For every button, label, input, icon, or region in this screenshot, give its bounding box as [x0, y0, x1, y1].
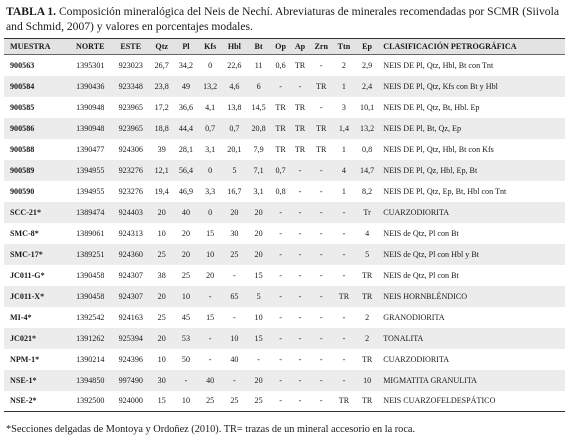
table-row [4, 202, 565, 223]
cell-norte: 1390458 [76, 270, 105, 280]
cell-ep: 10 [363, 375, 372, 385]
cell-hbl: 5 [232, 165, 237, 175]
cell-zrn: - [310, 391, 333, 412]
cell-muestra: SMC-8* [10, 228, 39, 238]
cell-bt: 20,8 [251, 123, 266, 133]
cell-norte: 1389061 [76, 228, 105, 238]
cell-clasificacion: NEIS DE Pl, Qtz, Hbl, Bt con Tnt [383, 60, 494, 70]
cell-zrn: - [319, 207, 323, 217]
cell-qtz: 26,7 [154, 60, 169, 70]
header-qtz: Qtz [150, 39, 174, 55]
cell-hbl: 65 [230, 291, 239, 301]
cell-clasificacion: NEIS DE Pl, Bt, Qz, Ep [383, 123, 462, 133]
cell-ap: TR [294, 144, 306, 154]
cell-este: 924306 [118, 144, 143, 154]
cell-op: - [279, 207, 282, 217]
cell-op: - [279, 249, 282, 259]
cell-muestra: SCC-21* [10, 207, 42, 217]
cell-norte: 1394850 [76, 375, 105, 385]
cell-zrn: TR [316, 123, 327, 133]
table-row [4, 97, 565, 118]
cell-ap: - [298, 291, 302, 301]
cell-este: 924396 [118, 354, 143, 364]
header-muestra: MUESTRA [4, 39, 69, 55]
cell-norte: 1390948 [76, 102, 105, 112]
table-row [4, 160, 565, 181]
table-row [4, 328, 565, 349]
cell-pl: 20 [181, 228, 190, 238]
cell-qtz: 23,8 [154, 81, 169, 91]
cell-clasificacion: NEIS de Qtz, Pl con Bt [383, 270, 459, 280]
table-row [4, 286, 565, 307]
cell-muestra: 900589 [10, 165, 35, 175]
cell-ap: - [298, 165, 302, 175]
cell-qtz: 25 [157, 312, 166, 322]
cell-este: 924313 [118, 228, 143, 238]
cell-ttn: 1 [341, 186, 346, 196]
cell-ttn: 3 [341, 102, 346, 112]
cell-este: 923023 [118, 60, 143, 70]
cell-hbl: 20 [230, 207, 239, 217]
cell-norte: 1394955 [76, 186, 105, 196]
cell-norte: 1390477 [76, 144, 105, 154]
cell-ap: - [298, 375, 302, 385]
cell-ttn: 1 [341, 81, 346, 91]
cell-bt: 5 [256, 291, 261, 301]
cell-hbl: 13,8 [227, 102, 242, 112]
cell-ttn: 1,4 [338, 123, 349, 133]
cell-op: - [279, 81, 282, 91]
cell-este: 923965 [118, 102, 143, 112]
cell-op: 0,7 [275, 165, 286, 175]
cell-bt: 15 [254, 333, 263, 343]
cell-kfs: 25 [198, 391, 222, 412]
cell-clasificacion: NEIS DE Pl, Qtz, Kfs con Bt y Hbl [383, 81, 498, 91]
cell-este: 925394 [118, 333, 143, 343]
cell-ap: - [298, 249, 302, 259]
cell-ap: - [298, 228, 302, 238]
cell-este: 924163 [118, 312, 143, 322]
cell-este: 923965 [118, 123, 143, 133]
table-row [4, 391, 565, 412]
cell-op: - [279, 333, 282, 343]
cell-zrn: TR [316, 144, 327, 154]
caption-text: Composición mineralógica del Neis de Nechí. Abreviaturas de minerales recomendadas por SCMR (Siivola and Schmid, 2007) y valores en porcentajes modales. [6, 5, 559, 33]
cell-kfs: 0 [208, 60, 213, 70]
cell-kfs: 15 [206, 228, 215, 238]
cell-ep: 2,9 [362, 60, 373, 70]
cell-muestra: NPM-1* [10, 354, 40, 364]
cell-op: - [279, 291, 282, 301]
cell-ttn: 4 [341, 165, 346, 175]
cell-kfs: 0 [208, 165, 213, 175]
cell-zrn: - [319, 249, 323, 259]
cell-muestra: JC011-G* [10, 270, 45, 280]
cell-qtz: 15 [150, 391, 174, 412]
cell-pl: 56,4 [178, 165, 194, 175]
cell-ttn: - [342, 270, 346, 280]
cell-ap: - [298, 333, 302, 343]
cell-este: 924403 [118, 207, 143, 217]
cell-ttn: 2 [341, 60, 346, 70]
cell-este: 924360 [118, 249, 143, 259]
cell-pl: 45 [181, 312, 190, 322]
cell-kfs: 20 [206, 270, 215, 280]
cell-ap: TR [294, 123, 306, 133]
cell-clasificacion: NEIS DE Pl, Qtz, Ep, Bt, Hbl con Tnt [383, 186, 507, 196]
cell-ep: TR [361, 270, 373, 280]
cell-ep: TR [355, 391, 379, 412]
cell-pl: 20 [181, 249, 190, 259]
cell-pl: 25 [181, 270, 190, 280]
cell-qtz: 25 [157, 249, 166, 259]
cell-clasificacion: CUARZODIORITA [383, 207, 450, 217]
cell-zrn: - [319, 354, 323, 364]
cell-pl: 40 [181, 207, 190, 217]
cell-clasificacion: NEIS de Qtz, Pl con Bt [383, 228, 459, 238]
cell-norte: 1390214 [76, 354, 105, 364]
cell-kfs: 15 [206, 312, 215, 322]
table-row [4, 265, 565, 286]
table-row [4, 307, 565, 328]
cell-pl: - [184, 375, 188, 385]
cell-clasificacion: NEIS CUARZOFELDESPÁTICO [379, 391, 565, 412]
cell-este: 997490 [118, 375, 143, 385]
header-ap: Ap [290, 39, 309, 55]
cell-op: - [271, 391, 291, 412]
cell-bt: 10 [254, 312, 263, 322]
table-row [4, 76, 565, 97]
cell-hbl: 0,7 [229, 123, 240, 133]
cell-ep: 2 [365, 312, 370, 322]
cell-zrn: - [319, 291, 323, 301]
header-kfs: Kfs [198, 39, 222, 55]
table-caption [6, 5, 562, 34]
cell-kfs: 0,7 [205, 123, 216, 133]
cell-qtz: 18,8 [154, 123, 169, 133]
cell-op: TR [275, 123, 286, 133]
cell-op: - [279, 312, 282, 322]
cell-muestra: NSE-1* [10, 375, 37, 385]
cell-pl: 53 [181, 333, 190, 343]
table-row [4, 370, 565, 391]
cell-ap: - [298, 186, 302, 196]
cell-norte: 1392542 [76, 312, 105, 322]
cell-bt: 25 [246, 391, 270, 412]
cell-muestra: JC021* [10, 333, 37, 343]
cell-qtz: 39 [157, 144, 166, 154]
cell-pl: 49 [181, 81, 190, 91]
cell-ep: TR [361, 291, 373, 301]
cell-pl: 10 [174, 391, 198, 412]
cell-ep: 2,4 [362, 81, 373, 91]
cell-ap: - [298, 81, 302, 91]
cell-norte: 1391262 [76, 333, 105, 343]
cell-hbl: 25 [230, 249, 239, 259]
cell-bt: 20 [254, 375, 263, 385]
cell-ep: 10,1 [360, 102, 375, 112]
cell-qtz: 17,2 [154, 102, 169, 112]
cell-pl: 44,4 [178, 123, 194, 133]
cell-bt: 6 [256, 81, 261, 91]
cell-pl: 46,9 [178, 186, 194, 196]
cell-kfs: - [208, 333, 212, 343]
cell-zrn: - [319, 165, 323, 175]
mineral-composition-table [4, 38, 565, 412]
cell-zrn: TR [316, 81, 327, 91]
cell-kfs: - [208, 291, 212, 301]
cell-ttn: TR [333, 391, 355, 412]
header-row [4, 39, 565, 55]
header-este: ESTE [112, 39, 150, 55]
cell-qtz: 10 [157, 354, 166, 364]
table-body [4, 55, 565, 412]
cell-ttn: - [342, 333, 346, 343]
cell-norte: 1395301 [76, 60, 105, 70]
table-row [4, 118, 565, 139]
cell-norte: 1390436 [76, 81, 105, 91]
cell-bt: 20 [254, 207, 263, 217]
cell-qtz: 20 [157, 333, 166, 343]
cell-muestra: 900588 [10, 144, 35, 154]
cell-clasificacion: CUARZODIORITA [383, 354, 450, 364]
cell-muestra: 900586 [10, 123, 35, 133]
cell-ttn: TR [338, 291, 350, 301]
cell-kfs: 4,1 [205, 102, 216, 112]
cell-clasificacion: NEIS HORNBLÉNDICO [383, 291, 468, 301]
header-hbl: Hbl [222, 39, 246, 55]
cell-hbl: - [233, 270, 236, 280]
cell-clasificacion: GRANODIORITA [383, 312, 445, 322]
cell-op: TR [275, 144, 286, 154]
cell-hbl: 20,1 [227, 144, 242, 154]
cell-ep: 0,8 [362, 144, 373, 154]
table-row [4, 139, 565, 160]
cell-zrn: - [319, 312, 323, 322]
cell-hbl: 10 [230, 333, 239, 343]
cell-bt: 7,1 [253, 165, 264, 175]
cell-muestra: 900584 [10, 81, 35, 91]
cell-bt: 3,1 [253, 186, 264, 196]
cell-ttn: - [342, 228, 346, 238]
cell-norte: 1394955 [76, 165, 105, 175]
cell-ep: Tr [363, 207, 371, 217]
cell-muestra: 900563 [10, 60, 35, 70]
cell-hbl: 4,6 [229, 81, 240, 91]
cell-ep: 5 [365, 249, 370, 259]
cell-pl: 28,1 [178, 144, 194, 154]
cell-muestra: MI-4* [10, 312, 32, 322]
cell-ttn: - [342, 375, 346, 385]
cell-hbl: - [233, 312, 236, 322]
caption-label: TABLA 1. [6, 5, 57, 18]
cell-norte: 1390458 [76, 291, 105, 301]
table-row [4, 349, 565, 370]
header-clasificacion: CLASIFICACIÓN PETROGRÁFICA [379, 39, 565, 55]
cell-zrn: - [319, 60, 323, 70]
cell-norte: 1389474 [76, 207, 105, 217]
cell-op: - [279, 228, 282, 238]
cell-ap: - [298, 312, 302, 322]
cell-ep: 14,7 [360, 165, 375, 175]
cell-qtz: 10 [157, 228, 166, 238]
cell-pl: 10 [181, 291, 190, 301]
cell-zrn: - [319, 270, 323, 280]
cell-kfs: 10 [206, 249, 215, 259]
cell-ap: TR [294, 102, 306, 112]
cell-ep: 8,2 [362, 186, 373, 196]
table-row [4, 223, 565, 244]
cell-este: 923276 [118, 165, 143, 175]
cell-bt: 20 [254, 228, 263, 238]
cell-zrn: - [319, 186, 323, 196]
table-row [4, 55, 565, 76]
cell-este: 924307 [118, 291, 143, 301]
header-zrn: Zrn [310, 39, 333, 55]
cell-ap: - [298, 207, 302, 217]
cell-bt: 7,9 [253, 144, 264, 154]
cell-muestra: 900590 [10, 186, 35, 196]
table-header [4, 39, 565, 55]
cell-ap: - [298, 354, 302, 364]
cell-zrn: - [319, 228, 323, 238]
cell-clasificacion: NEIS DE Pl, Qtz, Bt, Hbl. Ep [383, 102, 480, 112]
cell-ttn: - [342, 207, 346, 217]
cell-kfs: 3,3 [205, 186, 216, 196]
cell-clasificacion: NEIS DE Pl, Qtz, Hbl, Bt con Kfs [383, 144, 494, 154]
cell-qtz: 38 [157, 270, 166, 280]
cell-este: 924000 [112, 391, 150, 412]
cell-bt: 15 [254, 270, 263, 280]
cell-clasificacion: NEIS DE Pl, Qz, Hbl, Ep, Bt [383, 165, 478, 175]
cell-ep: 4 [365, 228, 370, 238]
cell-qtz: 20 [157, 207, 166, 217]
cell-ep: 2 [365, 333, 370, 343]
cell-ttn: 1 [341, 144, 346, 154]
cell-op: - [279, 354, 282, 364]
cell-kfs: 0 [208, 207, 213, 217]
cell-ttn: - [342, 249, 346, 259]
header-op: Op [271, 39, 291, 55]
cell-muestra: NSE-2* [4, 391, 69, 412]
cell-ap: - [290, 391, 309, 412]
cell-norte: 1392500 [69, 391, 112, 412]
header-ttn: Ttn [333, 39, 355, 55]
cell-muestra: 900585 [10, 102, 35, 112]
cell-este: 923276 [118, 186, 143, 196]
cell-ep: TR [361, 354, 373, 364]
cell-clasificacion: TONALITA [383, 333, 424, 343]
cell-pl: 36,6 [178, 102, 194, 112]
cell-hbl: 16,7 [227, 186, 242, 196]
cell-hbl: 25 [222, 391, 246, 412]
cell-ap: - [298, 270, 302, 280]
cell-kfs: 40 [206, 375, 215, 385]
table-row [4, 244, 565, 265]
cell-kfs: 13,2 [203, 81, 218, 91]
cell-op: 0,6 [275, 60, 286, 70]
header-bt: Bt [246, 39, 270, 55]
cell-clasificacion: MIGMATITA GRANULITA [383, 375, 478, 385]
cell-hbl: 22,6 [227, 60, 242, 70]
cell-bt: 14,5 [251, 102, 266, 112]
cell-zrn: - [319, 375, 323, 385]
cell-qtz: 19,4 [154, 186, 169, 196]
cell-pl: 50 [181, 354, 190, 364]
cell-hbl: - [233, 375, 236, 385]
cell-qtz: 30 [157, 375, 166, 385]
cell-muestra: SMC-17* [10, 249, 43, 259]
cell-bt: 20 [254, 249, 263, 259]
cell-ep: 13,2 [360, 123, 375, 133]
cell-op: 0,8 [275, 186, 286, 196]
header-pl: Pl [174, 39, 198, 55]
cell-bt: - [257, 354, 260, 364]
cell-muestra: JC011-X* [10, 291, 45, 301]
cell-norte: 1389251 [76, 249, 105, 259]
cell-op: - [279, 375, 282, 385]
cell-clasificacion: NEIS de Qtz, Pl con Hbl y Bt [383, 249, 479, 259]
cell-este: 923348 [118, 81, 143, 91]
cell-pl: 34,2 [178, 60, 194, 70]
cell-norte: 1390948 [76, 123, 105, 133]
cell-op: - [279, 270, 282, 280]
cell-bt: 11 [254, 60, 263, 70]
cell-qtz: 20 [157, 291, 166, 301]
cell-kfs: 3,1 [205, 144, 216, 154]
cell-hbl: 40 [230, 354, 239, 364]
header-ep: Ep [355, 39, 379, 55]
header-norte: NORTE [69, 39, 112, 55]
cell-ttn: - [342, 354, 346, 364]
cell-hbl: 30 [230, 228, 239, 238]
table-footnote: *Secciones delgadas de Montoya y Ordoñez (2010). TR= trazas de un mineral accesorio en la roca. [6, 424, 416, 435]
table-row [4, 181, 565, 202]
cell-op: TR [275, 102, 286, 112]
cell-este: 924307 [118, 270, 143, 280]
cell-zrn: - [319, 333, 323, 343]
cell-ap: TR [294, 60, 306, 70]
cell-kfs: - [208, 354, 212, 364]
cell-zrn: - [319, 102, 323, 112]
cell-qtz: 12,1 [154, 165, 169, 175]
cell-ttn: - [342, 312, 346, 322]
